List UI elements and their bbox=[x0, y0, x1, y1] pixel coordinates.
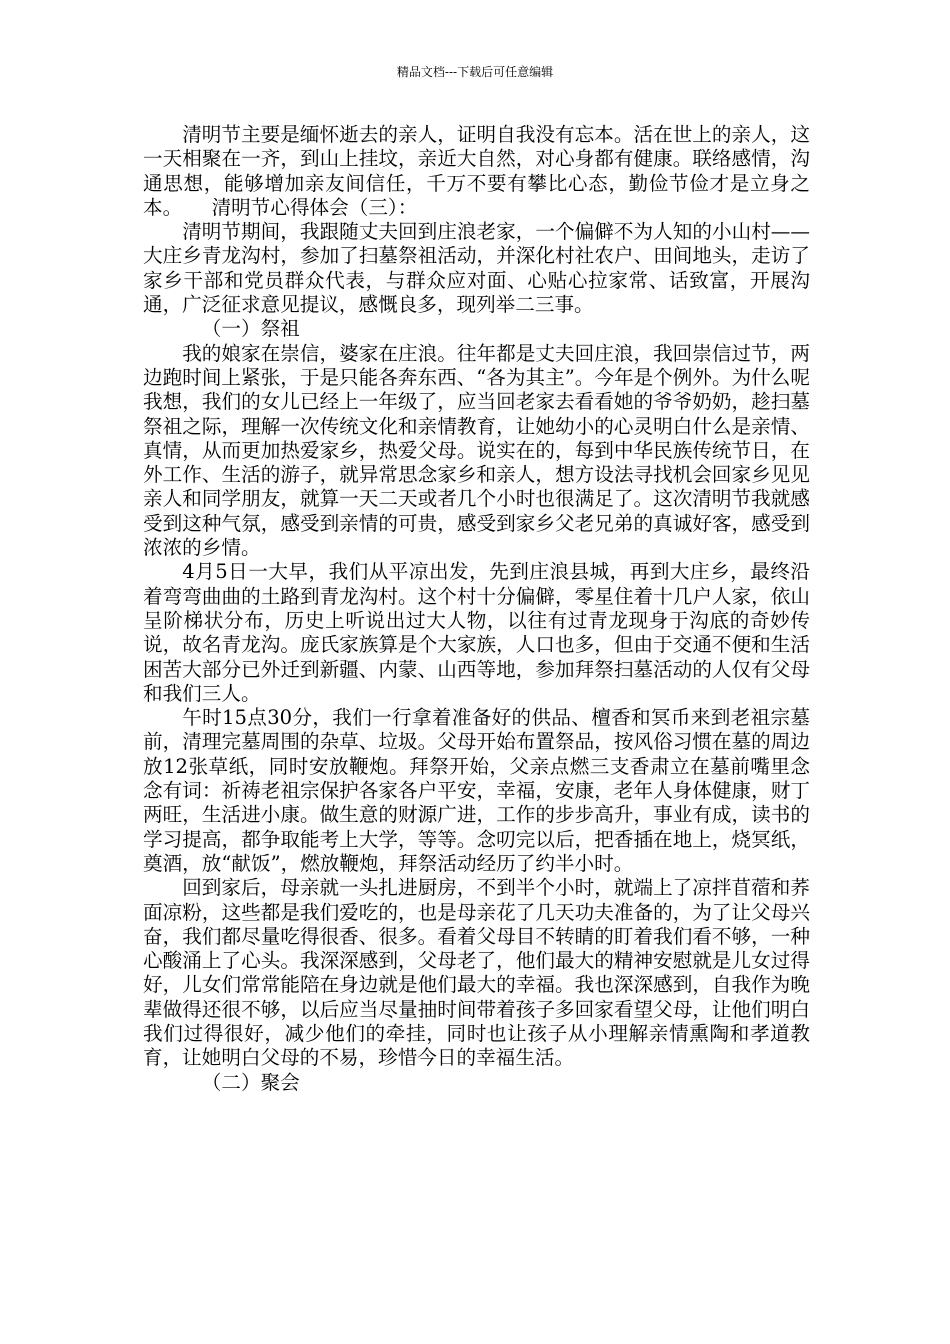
paragraph-hometown: 我的娘家在崇信，婆家在庄浪。往年都是丈夫回庄浪，我回崇信过节，两边跑时间上紧张，于是只能各奔东西、“各为其主”。今年是个例外。为什么呢我想，我们的女儿已经上一年级了，应当回老家去看看她的爷爷奶奶，趁扫墓祭祖之际，理解一次传统文化和亲情教育，让她幼小的心灵明白什么是亲情、真情，从而更加热爱家乡，热爱父母。说实在的，每到中华民族传统节日，在外工作、生活的游子，就异常思念家乡和亲人，想方设法寻找机会回家乡见见亲人和同学朋友，就算一天二天或者几个小时也很满足了。这次清明节我就感受到这种气氛，感受到亲情的可贵，感受到家乡父老兄弟的真诚好客，感受到浓浓的乡情。 bbox=[143, 341, 810, 560]
paragraph-home-meal: 回到家后，母亲就一头扎进厨房，不到半个小时，就端上了凉拌苜蓿和荞面凉粉，这些都是我们爱吃的，也是母亲花了几天功夫准备的，为了让父母兴奋，我们都尽量吃得很香、很多。看着父母目不转睛的盯着我们看不够，一种心酸涌上了心头。我深深感到，父母老了，他们最大的精神安慰就是儿女过得好，儿女们常常能陪在身边就是他们最大的幸福。我也深深感到，自我作为晚辈做得还很不够，以后应当尽量抽时间带着孩子多回家看望父母，让他们明白我们过得很好，减少他们的牵挂，同时也让孩子从小理解亲情熏陶和孝道教育，让她明白父母的不易，珍惜今日的幸福生活。 bbox=[143, 876, 810, 1070]
section-heading-ancestor-worship: （一）祭祖 bbox=[201, 317, 300, 341]
section-heading-gathering: （二）聚会 bbox=[201, 1070, 300, 1094]
document-body bbox=[143, 123, 810, 1095]
paragraph-intro: 清明节主要是缅怀逝去的亲人，证明自我没有忘本。活在世上的亲人，这一天相聚在一齐，到山上挂坟，亲近大自然，对心身都有健康。联络感情，沟通思想，能够增加亲友间信任，千万不要有攀比心态，勤俭节俭才是立身之本。 清明节心得体会（三）： bbox=[143, 123, 810, 219]
paragraph-journey: 4月5日一大早，我们从平凉出发，先到庄浪县城，再到大庄乡，最终沿着弯弯曲曲的土路到青龙沟村。这个村十分偏僻，零星住着十几户人家，依山呈阶梯状分布，历史上听说出过大人物，以往有过青龙现身于沟底的奇妙传说，故名青龙沟。庞氏家族算是个大家族，人口也多，但由于交通不便和生活困苦大部分已外迁到新疆、内蒙、山西等地，参加拜祭扫墓活动的人仅有父母和我们三人。 bbox=[143, 560, 810, 705]
paragraph-ceremony: 午时15点30分，我们一行拿着准备好的供品、檀香和冥币来到老祖宗墓前，清理完墓周围的杂草、垃圾。父母开始布置祭品，按风俗习惯在墓的周边放12张草纸，同时安放鞭炮。拜祭开始，父亲点燃三支香肃立在墓前嘴里念念有词：祈祷老祖宗保护各家各户平安，幸福，安康，老年人身体健康，财丁两旺，生活进小康。做生意的财源广进，工作的步步高升，事业有成，读书的学习提高，都争取能考上大学，等等。念叨完以后，把香插在地上，烧冥纸，奠酒，放“献饭”，燃放鞭炮，拜祭活动经历了约半小时。 bbox=[143, 706, 810, 875]
paragraph-visit: 清明节期间，我跟随丈夫回到庄浪老家，一个偏僻不为人知的小山村——大庄乡青龙沟村，参加了扫墓祭祖活动，并深化村社农户、田间地头，走访了家乡干部和党员群众代表，与群众应对面、心贴心拉家常、话致富，开展沟通，广泛征求意见提议，感慨良多，现列举二三事。 bbox=[143, 220, 810, 317]
page-header: 精品文档---下载后可任意编辑 bbox=[396, 65, 554, 79]
